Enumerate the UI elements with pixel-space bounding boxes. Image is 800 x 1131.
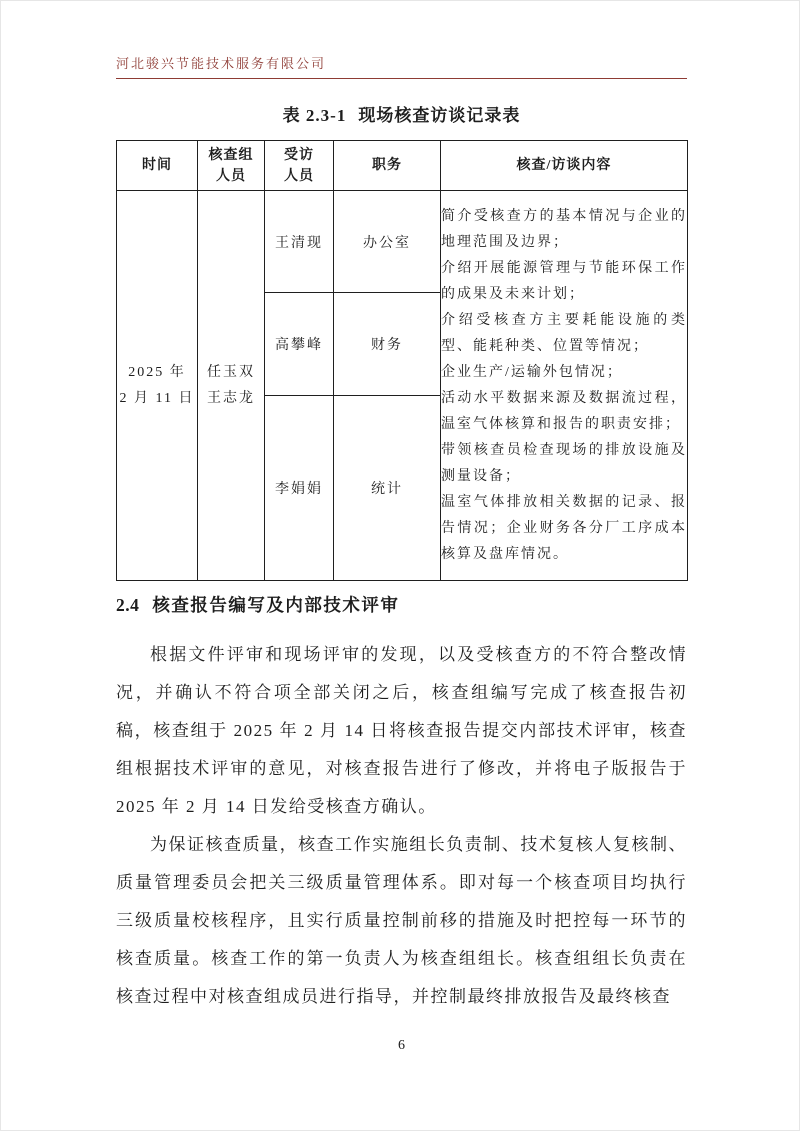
content-item: 温室气体排放相关数据的记录、报告情况；企业财务各分厂工序成本核算及盘库情况。 [441,494,687,562]
table-header-row [117,141,688,191]
company-name: 河北骏兴节能技术服务有限公司 [116,56,327,71]
interviewee-name: 李娟娟 [265,396,334,581]
team-cell [198,191,265,581]
content-item: 简介受核查方的基本情况与企业的地理范围及边界； [441,208,687,250]
time-line-1: 2025 年 [128,364,186,380]
table-caption-label: 表 2.3-1 [282,106,347,125]
body-paragraph-1: 根据文件评审和现场评审的发现，以及受核查方的不符合整改情况，并确认不符合项全部关闭之后，核查组编写完成了核查报告初稿，核查组于 2025 年 2 月 14 日将核查报告提交内部技术评审，核查组根据技术评审的意见，对核查报告进行了修改，并将电子版报告于 2025 年 2 月 14 日发给受核查方确认。 [116,645,687,816]
column-header-team: 核查组人员 [198,141,265,191]
content-cell [441,191,688,581]
interview-record-table [116,140,688,581]
page-number: 6 [398,1038,405,1053]
interviewee-position: 财务 [334,293,441,396]
interviewee-name: 高攀峰 [265,293,334,396]
content-item: 介绍开展能源管理与节能环保工作的成果及未来计划； [441,260,687,302]
header-rule [116,78,687,79]
team-member: 王志龙 [207,390,255,406]
column-header-time: 时间 [117,141,198,191]
section-number: 2.4 [116,595,140,615]
interviewee-position: 办公室 [334,191,441,293]
section-heading [116,594,687,617]
body-paragraph-2: 为保证核查质量，核查工作实施组长负责制、技术复核人复核制、质量管理委员会把关三级质量管理体系。即对每一个核查项目均执行三级质量校核程序，且实行质量控制前移的措施及时把控每一环节的核查质量。核查工作的第一负责人为核查组组长。核查组组长负责在核查过程中对核查组成员进行指导，并控制最终排放报告及最终核查 [116,835,687,1006]
time-cell [117,191,198,581]
table-row [117,191,688,293]
column-header-content: 核查/访谈内容 [441,141,688,191]
interviewee-name: 王清现 [265,191,334,293]
content-item: 企业生产/运输外包情况； [441,364,623,380]
column-header-position: 职务 [334,141,441,191]
interviewee-position: 统计 [334,396,441,581]
team-member: 任玉双 [207,364,255,380]
column-header-interviewee: 受访人员 [265,141,334,191]
section-title: 核查报告编写及内部技术评审 [152,595,400,615]
table-caption [116,105,687,126]
content-item: 带领核查员检查现场的排放设施及测量设备； [441,442,687,484]
content-item: 活动水平数据来源及数据流过程，温室气体核算和报告的职责安排； [441,390,687,432]
page-content [116,1,687,1054]
table-caption-title: 现场核查访谈记录表 [358,106,521,125]
section-body [116,636,687,1016]
content-item: 介绍受核查方主要耗能设施的类型、能耗种类、位置等情况； [441,312,687,354]
time-line-2: 2 月 11 日 [119,390,195,406]
